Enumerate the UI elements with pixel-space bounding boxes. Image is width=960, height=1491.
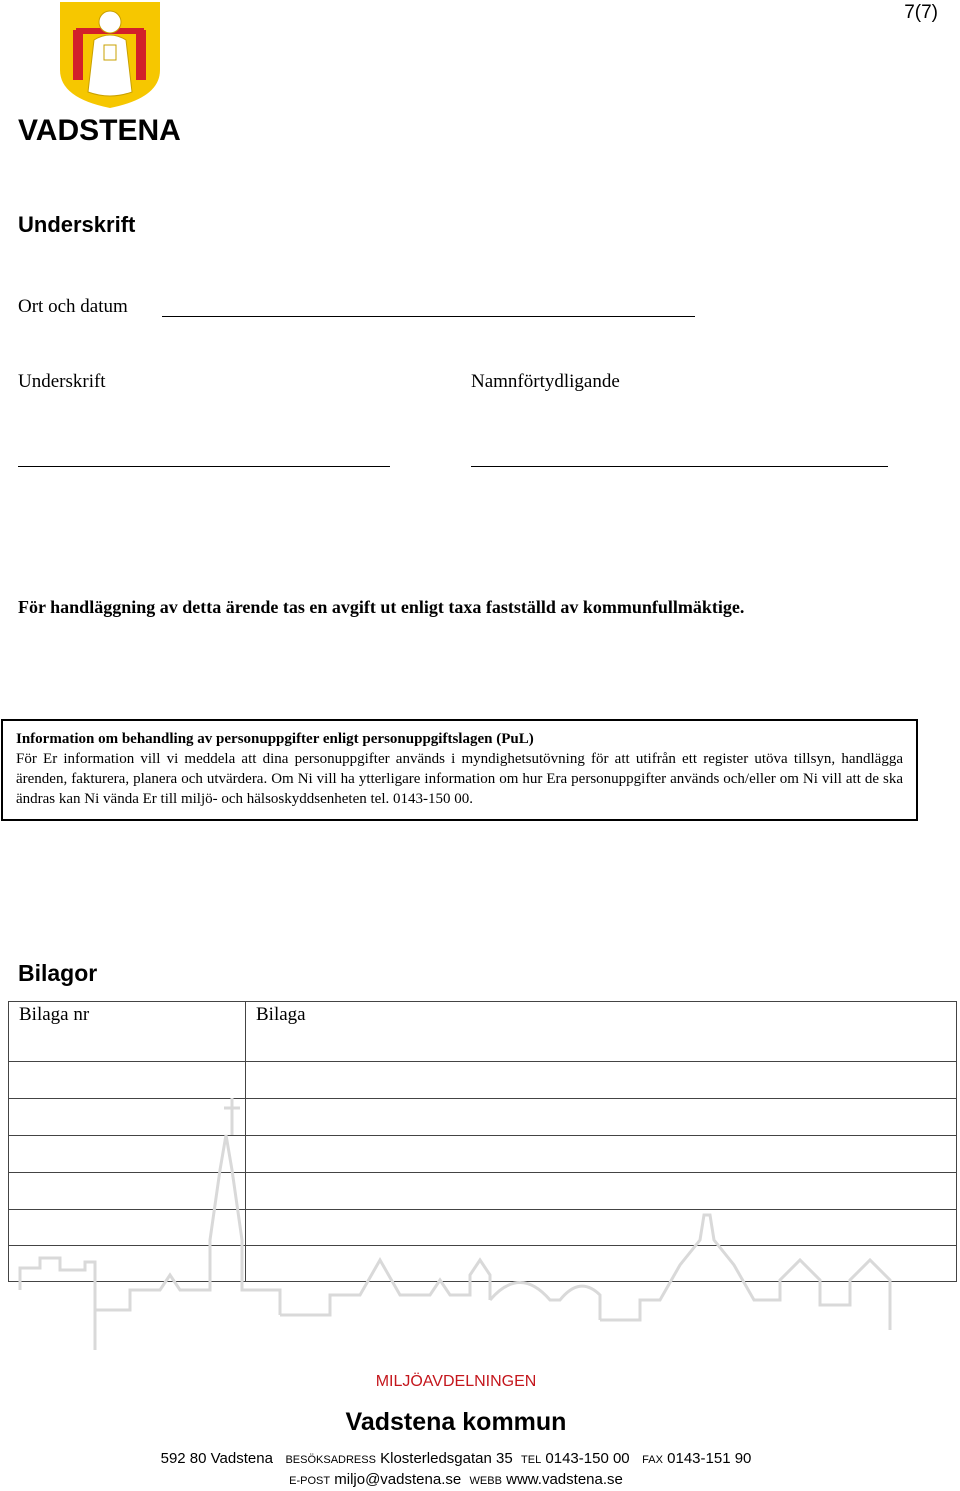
table-cell[interactable] <box>246 1136 957 1173</box>
name-clarification-field[interactable] <box>471 466 888 467</box>
footer-tel: 0143-150 00 <box>545 1450 630 1467</box>
footer-email[interactable]: miljo@vadstena.se <box>334 1471 462 1488</box>
signature-heading: Underskrift <box>18 212 136 237</box>
table-row[interactable] <box>9 1062 957 1099</box>
footer-web[interactable]: www.vadstena.se <box>506 1471 623 1488</box>
privacy-info-body: För Er information vill vi meddela att dina personuppgifter används i myndighetsutövning för att utifrån ett register utöva tillsyn, handlägga ärenden, fakturera, planera och utvärdera. Om Ni vill ha ytterligare information om hur Era personuppgifter används och/eller om Ni vill att de ska ändras kan Ni vända Er till miljö- och hälsoskyddsenheten tel. 0143-150 00. <box>16 751 903 807</box>
signature-label: Underskrift <box>18 371 106 392</box>
footer-contact-line-1 <box>0 1450 912 1467</box>
table-cell[interactable] <box>246 1210 957 1246</box>
footer-visit-label: BESÖKSADRESS <box>285 1454 376 1466</box>
table-row[interactable] <box>9 1173 957 1210</box>
footer-tel-label: TEL <box>521 1454 542 1466</box>
footer-contact-line-2 <box>0 1471 912 1488</box>
table-cell[interactable] <box>246 1246 957 1282</box>
place-date-field[interactable] <box>162 316 695 317</box>
page-number: 7(7) <box>904 2 938 23</box>
table-row[interactable] <box>9 1210 957 1246</box>
attachments-table <box>8 1001 957 1282</box>
table-cell[interactable] <box>9 1246 246 1282</box>
footer-email-label: E-POST <box>289 1475 331 1487</box>
table-cell[interactable] <box>246 1062 957 1099</box>
table-row[interactable] <box>9 1099 957 1136</box>
table-cell[interactable] <box>9 1173 246 1210</box>
name-clarification-label: Namnförtydligande <box>471 371 620 392</box>
table-row[interactable] <box>9 1246 957 1282</box>
coat-of-arms-icon <box>18 0 188 150</box>
footer-department: MILJÖAVDELNINGEN <box>375 1373 537 1390</box>
footer-fax-label: FAX <box>642 1454 663 1466</box>
vadstena-logo <box>18 0 188 150</box>
col-header-attachment-nr: Bilaga nr <box>9 1002 246 1062</box>
table-header-row <box>9 1002 957 1062</box>
footer-visit-address: Klosterledsgatan 35 <box>380 1450 513 1467</box>
table-cell[interactable] <box>246 1099 957 1136</box>
table-cell[interactable] <box>9 1136 246 1173</box>
attachments-heading: Bilagor <box>18 960 98 986</box>
footer-postal: 592 80 Vadstena <box>160 1450 273 1467</box>
footer-organization: Vadstena kommun <box>345 1408 567 1436</box>
table-row[interactable] <box>9 1136 957 1173</box>
footer-web-label: WEBB <box>469 1475 502 1487</box>
table-cell[interactable] <box>9 1210 246 1246</box>
svg-text:VADSTENA: VADSTENA <box>18 114 181 147</box>
privacy-info-title: Information om behandling av personuppgifter enligt personuppgiftslagen (PuL) <box>16 731 534 747</box>
footer-fax: 0143-151 90 <box>667 1450 752 1467</box>
place-date-label: Ort och datum <box>18 296 128 317</box>
privacy-info-box <box>1 719 918 821</box>
table-cell[interactable] <box>9 1099 246 1136</box>
table-cell[interactable] <box>9 1062 246 1099</box>
table-cell[interactable] <box>246 1173 957 1210</box>
col-header-attachment: Bilaga <box>246 1002 957 1062</box>
signature-field[interactable] <box>18 466 390 467</box>
fee-notice: För handläggning av detta ärende tas en avgift ut enligt taxa fastställd av kommunfullmäktige. <box>18 597 745 617</box>
